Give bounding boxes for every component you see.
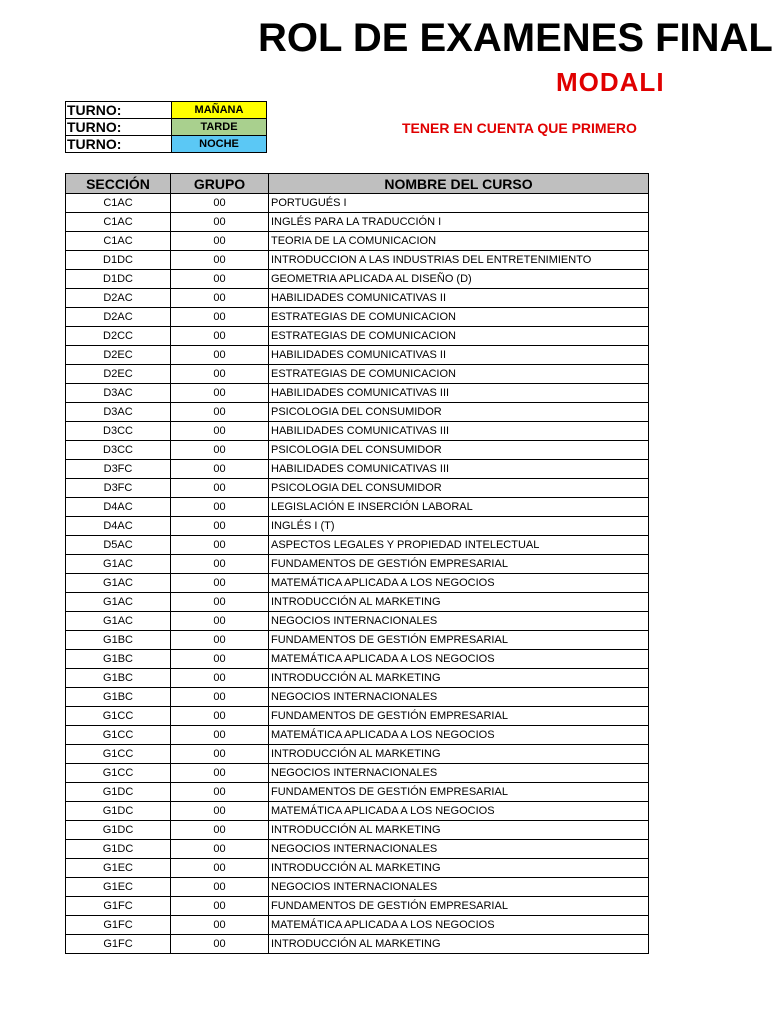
cell-nombre-curso: HABILIDADES COMUNICATIVAS II	[269, 346, 649, 365]
page-title-text: ROL DE EXAMENES FINAL	[258, 16, 773, 60]
exam-table	[65, 173, 649, 954]
table-row	[66, 365, 649, 384]
cell-grupo: 00	[171, 783, 269, 802]
table-row	[66, 878, 649, 897]
cell-grupo: 00	[171, 631, 269, 650]
turno-row	[66, 102, 267, 119]
cell-seccion: G1CC	[66, 745, 171, 764]
cell-nombre-curso: NEGOCIOS INTERNACIONALES	[269, 878, 649, 897]
header-seccion: SECCIÓN	[66, 174, 171, 194]
cell-grupo: 00	[171, 669, 269, 688]
cell-grupo: 00	[171, 555, 269, 574]
table-row	[66, 783, 649, 802]
cell-seccion: D1DC	[66, 270, 171, 289]
cell-nombre-curso: INGLÉS I (T)	[269, 517, 649, 536]
notice-text: TENER EN CUENTA QUE PRIMERO	[402, 120, 637, 136]
cell-seccion: G1AC	[66, 612, 171, 631]
table-row	[66, 593, 649, 612]
cell-grupo: 00	[171, 764, 269, 783]
table-row	[66, 251, 649, 270]
cell-grupo: 00	[171, 707, 269, 726]
cell-seccion: C1AC	[66, 213, 171, 232]
cell-nombre-curso: NEGOCIOS INTERNACIONALES	[269, 764, 649, 783]
cell-nombre-curso: HABILIDADES COMUNICATIVAS II	[269, 289, 649, 308]
cell-nombre-curso: HABILIDADES COMUNICATIVAS III	[269, 460, 649, 479]
cell-nombre-curso: FUNDAMENTOS DE GESTIÓN EMPRESARIAL	[269, 707, 649, 726]
cell-grupo: 00	[171, 422, 269, 441]
cell-nombre-curso: FUNDAMENTOS DE GESTIÓN EMPRESARIAL	[269, 783, 649, 802]
cell-seccion: G1CC	[66, 726, 171, 745]
table-row	[66, 688, 649, 707]
cell-grupo: 00	[171, 840, 269, 859]
cell-seccion: D3CC	[66, 441, 171, 460]
cell-nombre-curso: PSICOLOGIA DEL CONSUMIDOR	[269, 479, 649, 498]
cell-grupo: 00	[171, 574, 269, 593]
cell-grupo: 00	[171, 232, 269, 251]
cell-nombre-curso: ESTRATEGIAS DE COMUNICACION	[269, 308, 649, 327]
cell-seccion: G1AC	[66, 555, 171, 574]
cell-seccion: G1CC	[66, 707, 171, 726]
cell-nombre-curso: PSICOLOGIA DEL CONSUMIDOR	[269, 441, 649, 460]
cell-nombre-curso: NEGOCIOS INTERNACIONALES	[269, 612, 649, 631]
cell-nombre-curso: NEGOCIOS INTERNACIONALES	[269, 840, 649, 859]
cell-nombre-curso: MATEMÁTICA APLICADA A LOS NEGOCIOS	[269, 726, 649, 745]
table-row	[66, 194, 649, 213]
turno-label: TURNO:	[66, 102, 172, 119]
table-row	[66, 213, 649, 232]
turnos-legend-body	[66, 102, 267, 153]
turnos-legend	[65, 101, 267, 153]
table-row	[66, 802, 649, 821]
cell-grupo: 00	[171, 441, 269, 460]
cell-nombre-curso: MATEMÁTICA APLICADA A LOS NEGOCIOS	[269, 574, 649, 593]
cell-seccion: G1BC	[66, 631, 171, 650]
cell-nombre-curso: INTRODUCCIÓN AL MARKETING	[269, 669, 649, 688]
cell-grupo: 00	[171, 897, 269, 916]
cell-grupo: 00	[171, 593, 269, 612]
cell-nombre-curso: INGLÉS PARA LA TRADUCCIÓN I	[269, 213, 649, 232]
table-row	[66, 707, 649, 726]
table-row	[66, 859, 649, 878]
cell-nombre-curso: ESTRATEGIAS DE COMUNICACION	[269, 365, 649, 384]
cell-seccion: G1DC	[66, 783, 171, 802]
header-grupo: GRUPO	[171, 174, 269, 194]
table-row	[66, 726, 649, 745]
table-row	[66, 232, 649, 251]
page-subtitle-text: MODALI	[556, 67, 665, 97]
exam-table-body	[66, 194, 649, 954]
cell-nombre-curso: ASPECTOS LEGALES Y PROPIEDAD INTELECTUAL	[269, 536, 649, 555]
cell-grupo: 00	[171, 251, 269, 270]
table-row	[66, 669, 649, 688]
cell-grupo: 00	[171, 327, 269, 346]
table-row	[66, 517, 649, 536]
cell-grupo: 00	[171, 289, 269, 308]
exam-table-header-row	[66, 174, 649, 194]
table-row	[66, 916, 649, 935]
table-row	[66, 745, 649, 764]
cell-nombre-curso: MATEMÁTICA APLICADA A LOS NEGOCIOS	[269, 650, 649, 669]
cell-nombre-curso: FUNDAMENTOS DE GESTIÓN EMPRESARIAL	[269, 555, 649, 574]
cell-grupo: 00	[171, 365, 269, 384]
cell-grupo: 00	[171, 859, 269, 878]
cell-seccion: D5AC	[66, 536, 171, 555]
cell-grupo: 00	[171, 726, 269, 745]
cell-nombre-curso: FUNDAMENTOS DE GESTIÓN EMPRESARIAL	[269, 631, 649, 650]
cell-nombre-curso: INTRODUCCION A LAS INDUSTRIAS DEL ENTRETENIMIENTO	[269, 251, 649, 270]
cell-grupo: 00	[171, 403, 269, 422]
exam-table-header	[66, 174, 649, 194]
table-row	[66, 479, 649, 498]
table-row	[66, 935, 649, 954]
cell-nombre-curso: INTRODUCCIÓN AL MARKETING	[269, 859, 649, 878]
table-row	[66, 536, 649, 555]
cell-grupo: 00	[171, 308, 269, 327]
cell-seccion: D2EC	[66, 365, 171, 384]
table-row	[66, 555, 649, 574]
cell-seccion: G1DC	[66, 821, 171, 840]
cell-nombre-curso: INTRODUCCIÓN AL MARKETING	[269, 935, 649, 954]
cell-nombre-curso: PORTUGUÉS I	[269, 194, 649, 213]
cell-seccion: D4AC	[66, 517, 171, 536]
cell-grupo: 00	[171, 498, 269, 517]
cell-seccion: G1AC	[66, 574, 171, 593]
cell-grupo: 00	[171, 460, 269, 479]
cell-seccion: G1BC	[66, 650, 171, 669]
table-row	[66, 821, 649, 840]
cell-grupo: 00	[171, 878, 269, 897]
page-subtitle	[556, 67, 768, 98]
turno-value: NOCHE	[172, 136, 267, 153]
cell-seccion: G1FC	[66, 935, 171, 954]
cell-nombre-curso: MATEMÁTICA APLICADA A LOS NEGOCIOS	[269, 802, 649, 821]
cell-seccion: G1FC	[66, 916, 171, 935]
cell-grupo: 00	[171, 916, 269, 935]
cell-seccion: D3AC	[66, 403, 171, 422]
table-row	[66, 346, 649, 365]
cell-seccion: G1FC	[66, 897, 171, 916]
cell-grupo: 00	[171, 935, 269, 954]
cell-nombre-curso: HABILIDADES COMUNICATIVAS III	[269, 384, 649, 403]
table-row	[66, 384, 649, 403]
cell-nombre-curso: FUNDAMENTOS DE GESTIÓN EMPRESARIAL	[269, 897, 649, 916]
cell-nombre-curso: INTRODUCCIÓN AL MARKETING	[269, 745, 649, 764]
page-title	[258, 16, 773, 74]
cell-grupo: 00	[171, 194, 269, 213]
cell-seccion: D2EC	[66, 346, 171, 365]
cell-seccion: D3FC	[66, 460, 171, 479]
table-row	[66, 441, 649, 460]
turno-label: TURNO:	[66, 119, 172, 136]
table-row	[66, 403, 649, 422]
cell-seccion: D1DC	[66, 251, 171, 270]
header-nombre-curso: NOMBRE DEL CURSO	[269, 174, 649, 194]
cell-seccion: D4AC	[66, 498, 171, 517]
cell-grupo: 00	[171, 346, 269, 365]
cell-grupo: 00	[171, 745, 269, 764]
cell-nombre-curso: LEGISLACIÓN E INSERCIÓN LABORAL	[269, 498, 649, 517]
cell-nombre-curso: PSICOLOGIA DEL CONSUMIDOR	[269, 403, 649, 422]
table-row	[66, 460, 649, 479]
cell-seccion: G1DC	[66, 840, 171, 859]
cell-nombre-curso: HABILIDADES COMUNICATIVAS III	[269, 422, 649, 441]
cell-grupo: 00	[171, 384, 269, 403]
cell-grupo: 00	[171, 517, 269, 536]
turno-row	[66, 119, 267, 136]
cell-seccion: G1EC	[66, 878, 171, 897]
cell-grupo: 00	[171, 612, 269, 631]
cell-seccion: G1AC	[66, 593, 171, 612]
cell-grupo: 00	[171, 213, 269, 232]
table-row	[66, 289, 649, 308]
cell-grupo: 00	[171, 536, 269, 555]
cell-seccion: D3FC	[66, 479, 171, 498]
cell-seccion: C1AC	[66, 194, 171, 213]
turno-row	[66, 136, 267, 153]
cell-seccion: G1BC	[66, 669, 171, 688]
table-row	[66, 270, 649, 289]
table-row	[66, 612, 649, 631]
cell-nombre-curso: MATEMÁTICA APLICADA A LOS NEGOCIOS	[269, 916, 649, 935]
cell-seccion: D3CC	[66, 422, 171, 441]
cell-seccion: D2AC	[66, 289, 171, 308]
cell-grupo: 00	[171, 270, 269, 289]
cell-seccion: G1CC	[66, 764, 171, 783]
table-row	[66, 327, 649, 346]
cell-nombre-curso: ESTRATEGIAS DE COMUNICACION	[269, 327, 649, 346]
cell-nombre-curso: GEOMETRIA APLICADA AL DISEÑO (D)	[269, 270, 649, 289]
cell-grupo: 00	[171, 479, 269, 498]
table-row	[66, 308, 649, 327]
cell-nombre-curso: INTRODUCCIÓN AL MARKETING	[269, 821, 649, 840]
cell-nombre-curso: INTRODUCCIÓN AL MARKETING	[269, 593, 649, 612]
turno-value: MAÑANA	[172, 102, 267, 119]
cell-grupo: 00	[171, 821, 269, 840]
cell-nombre-curso: TEORIA DE LA COMUNICACION	[269, 232, 649, 251]
cell-seccion: C1AC	[66, 232, 171, 251]
turno-value: TARDE	[172, 119, 267, 136]
turno-label: TURNO:	[66, 136, 172, 153]
cell-seccion: G1BC	[66, 688, 171, 707]
table-row	[66, 631, 649, 650]
cell-grupo: 00	[171, 688, 269, 707]
cell-seccion: D3AC	[66, 384, 171, 403]
table-row	[66, 897, 649, 916]
cell-seccion: G1EC	[66, 859, 171, 878]
cell-seccion: D2AC	[66, 308, 171, 327]
cell-grupo: 00	[171, 650, 269, 669]
table-row	[66, 574, 649, 593]
cell-grupo: 00	[171, 802, 269, 821]
table-row	[66, 840, 649, 859]
cell-nombre-curso: NEGOCIOS INTERNACIONALES	[269, 688, 649, 707]
cell-seccion: G1DC	[66, 802, 171, 821]
table-row	[66, 422, 649, 441]
table-row	[66, 650, 649, 669]
cell-seccion: D2CC	[66, 327, 171, 346]
table-row	[66, 764, 649, 783]
table-row	[66, 498, 649, 517]
